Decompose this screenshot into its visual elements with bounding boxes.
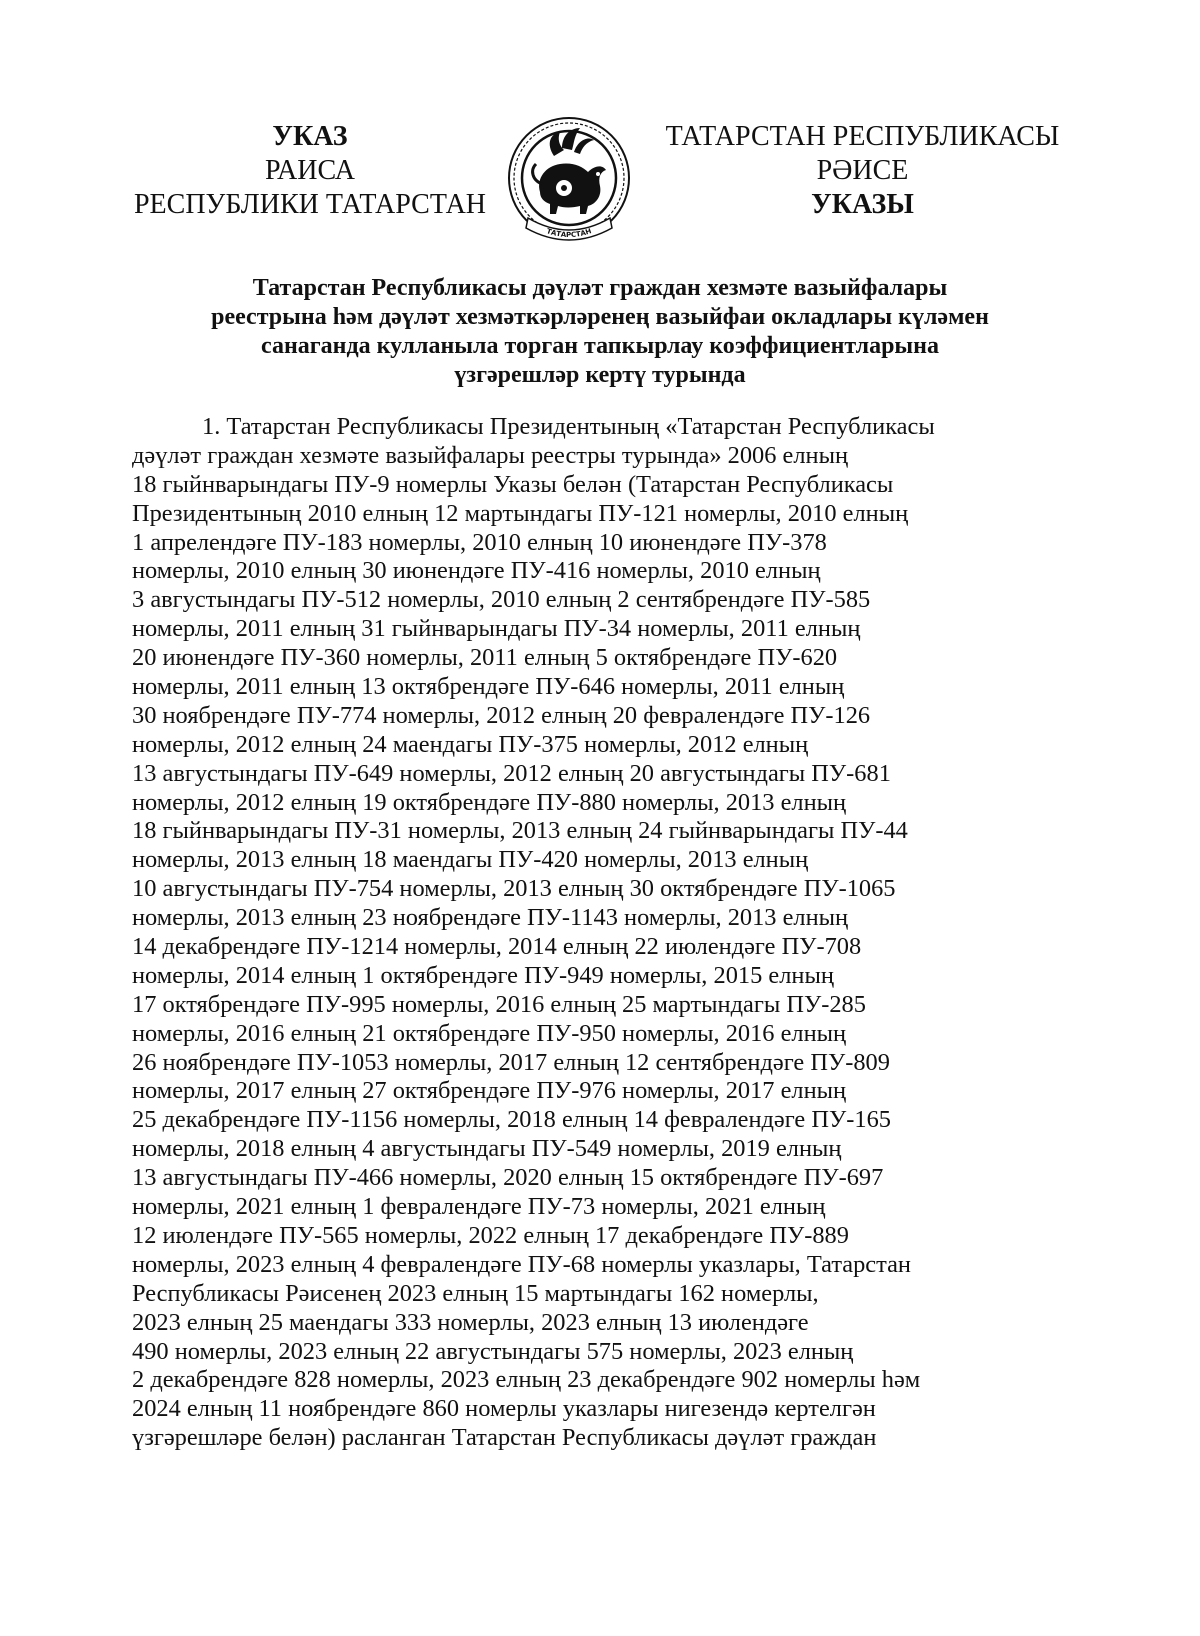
body-line: номерлы, 2011 елның 13 октябрендәге ПУ-646 номерлы, 2011 елның (132, 673, 845, 701)
body-line: 2024 елның 11 ноябрендәге 860 номерлы указлары нигезендә кертелгән (132, 1395, 876, 1423)
body-line: 25 декабрендәге ПУ-1156 номерлы, 2018 елның 14 февралендәге ПУ-165 (132, 1106, 891, 1134)
body-line: 2 декабрендәге 828 номерлы, 2023 елның 23 декабрендәге 902 номерлы һәм (132, 1366, 921, 1394)
header-left-line-2: РАИСА (265, 155, 355, 186)
header-left-line-1: УКАЗ (272, 121, 348, 152)
body-line: 30 ноябрендәге ПУ-774 номерлы, 2012 елның 20 февралендәге ПУ-126 (132, 701, 871, 729)
body-line: 18 гыйнварындагы ПУ-31 номерлы, 2013 елның 24 гыйнварындагы ПУ-44 (132, 817, 908, 845)
body-line: 12 июлендәге ПУ-565 номерлы, 2022 елның 17 декабрендәге ПУ-889 (132, 1221, 849, 1249)
tatarstan-coat-of-arms-icon (502, 114, 636, 248)
body-line: номерлы, 2013 елның 18 маендагы ПУ-420 номерлы, 2013 елның (132, 846, 809, 874)
body-line: 13 августындагы ПУ-649 номерлы, 2012 елның 20 августындагы ПУ-681 (132, 759, 891, 787)
emblem-ribbon-text: ТАТАРСТАН (545, 227, 593, 240)
body-line: номерлы, 2017 елның 27 октябрендәге ПУ-976 номерлы, 2017 елның (132, 1077, 847, 1105)
decree-body (132, 413, 1057, 1453)
title-line-1: Татарстан Республикасы дәүләт граждан хезмәте вазыйфалары (252, 275, 948, 301)
body-line: 20 июнендәге ПУ-360 номерлы, 2011 елның 5 октябрендәге ПУ-620 (132, 644, 838, 672)
decree-header (0, 120, 1200, 240)
body-line: 3 августындагы ПУ-512 номерлы, 2010 елның 2 сентябрендәге ПУ-585 (132, 586, 871, 614)
body-line: 10 августындагы ПУ-754 номерлы, 2013 елның 30 октябрендәге ПУ-1065 (132, 875, 896, 903)
body-line: 13 августындагы ПУ-466 номерлы, 2020 елның 15 октябрендәге ПУ-697 (132, 1164, 884, 1192)
body-line: номерлы, 2012 елның 19 октябрендәге ПУ-880 номерлы, 2013 елның (132, 788, 847, 816)
body-line: номерлы, 2013 елның 23 ноябрендәге ПУ-1143 номерлы, 2013 елның (132, 904, 849, 932)
header-right-line-3: УКАЗЫ (811, 189, 914, 220)
body-line: номерлы, 2016 елның 21 октябрендәге ПУ-950 номерлы, 2016 елның (132, 1019, 847, 1047)
body-line: номерлы, 2018 елның 4 августындагы ПУ-549 номерлы, 2019 елның (132, 1135, 842, 1163)
body-line: номерлы, 2012 елның 24 маендагы ПУ-375 номерлы, 2012 елның (132, 730, 809, 758)
body-line: 26 ноябрендәге ПУ-1053 номерлы, 2017 елның 12 сентябрендәге ПУ-809 (132, 1048, 890, 1076)
title-line-2: реестрына һәм дәүләт хезмәткәрләренең вазыйфаи окладлары күләмен (211, 304, 989, 330)
body-line: 17 октябрендәге ПУ-995 номерлы, 2016 елның 25 мартындагы ПУ-285 (132, 990, 866, 1018)
body-line: 1. Татарстан Республикасы Президентының «Татарстан Республикасы (202, 413, 935, 440)
title-line-4: үзгәрешләр кертү турында (454, 362, 746, 388)
header-left-line-3: РЕСПУБЛИКИ ТАТАРСТАН (133, 189, 487, 220)
body-line: 2023 елның 25 маендагы 333 номерлы, 2023 елның 13 июлендәге (132, 1308, 809, 1336)
body-line: үзгәрешләре белән) расланган Татарстан Республикасы дәүләт граждан (132, 1424, 877, 1452)
title-line-3: санаганда кулланыла торган тапкырлау коэффициентларына (261, 333, 939, 359)
body-line: 18 гыйнварындагы ПУ-9 номерлы Указы белән (Татарстан Республикасы (132, 470, 894, 498)
body-line: 14 декабрендәге ПУ-1214 номерлы, 2014 елның 22 июлендәге ПУ-708 (132, 933, 862, 961)
body-line: номерлы, 2014 елның 1 октябрендәге ПУ-949 номерлы, 2015 елның (132, 961, 834, 989)
body-line: номерлы, 2021 елның 1 февралендәге ПУ-73 номерлы, 2021 елның (132, 1193, 826, 1221)
body-line: дәүләт граждан хезмәте вазыйфалары реестры турында» 2006 елның (132, 441, 849, 469)
header-left-russian (120, 120, 500, 222)
header-right-line-2: РӘИСЕ (816, 155, 909, 186)
header-right-tatar (665, 120, 1060, 222)
header-right-line-1: ТАТАРСТАН РЕСПУБЛИКАСЫ (665, 121, 1060, 152)
body-line: 1 апрелендәге ПУ-183 номерлы, 2010 елның 10 июнендәге ПУ-378 (132, 528, 827, 556)
body-line: номерлы, 2011 елның 31 гыйнварындагы ПУ-34 номерлы, 2011 елның (132, 615, 861, 643)
body-line: Президентының 2010 елның 12 мартындагы ПУ-121 номерлы, 2010 елның (132, 499, 909, 527)
body-line: номерлы, 2010 елның 30 июнендәге ПУ-416 номерлы, 2010 елның (132, 557, 821, 585)
body-line: 490 номерлы, 2023 елның 22 августындагы 575 номерлы, 2023 елның (132, 1337, 854, 1365)
body-line: Республикасы Рәисенең 2023 елның 15 мартындагы 162 номерлы, (132, 1279, 819, 1307)
decree-title (120, 274, 1080, 390)
body-line: номерлы, 2023 елның 4 февралендәге ПУ-68 номерлы указлары, Татарстан (132, 1250, 911, 1278)
